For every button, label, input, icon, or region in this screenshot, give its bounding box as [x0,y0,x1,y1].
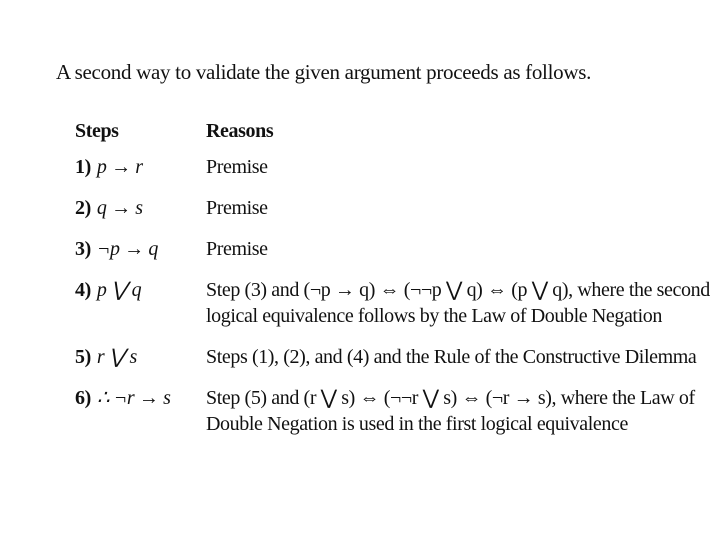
step-cell [75,195,206,236]
reason-cell: Premise [206,197,268,219]
step-expression: ∴ ¬r → s [96,387,171,409]
step-expression: p ⋁ q [96,279,142,301]
intro-text: A second way to validate the given argument proceeds as follows. [56,60,592,84]
step-cell [75,385,206,437]
step-expression: r ⋁ s [96,346,137,368]
table-row [75,154,715,195]
step-expression: ¬p → q [96,238,158,260]
step-number: 1) [75,156,91,178]
steps-header: Steps [75,120,119,142]
step-cell [75,277,206,344]
step-number: 5) [75,346,91,368]
step-cell [75,236,206,277]
step-number: 2) [75,197,91,219]
reason-cell: Step (3) and (¬p → q) ⇔ (¬¬p ⋁ q) ⇔ (p ⋁ q), where the second logical equivalence follows by the Law of Double Negation [206,279,710,327]
step-expression: q → s [96,197,143,219]
reason-cell: Premise [206,238,268,260]
step-expression: p → r [96,156,143,178]
table-row [75,277,715,344]
reason-cell: Step (5) and (r ⋁ s) ⇔ (¬¬r ⋁ s) ⇔ (¬r → s), where the Law of Double Negation is used in the first logical equivalence [206,387,695,435]
step-cell [75,344,206,385]
step-number: 6) [75,387,91,409]
table-row [75,385,715,437]
table-row [75,195,715,236]
step-cell [75,154,206,195]
table-row [75,236,715,277]
table-row [75,344,715,385]
reason-cell: Steps (1), (2), and (4) and the Rule of the Constructive Dilemma [206,346,697,368]
step-number: 4) [75,279,91,301]
steps-table [75,118,715,437]
reasons-header: Reasons [206,120,274,142]
step-number: 3) [75,238,91,260]
table-header-row [75,118,715,154]
reason-cell: Premise [206,156,268,178]
